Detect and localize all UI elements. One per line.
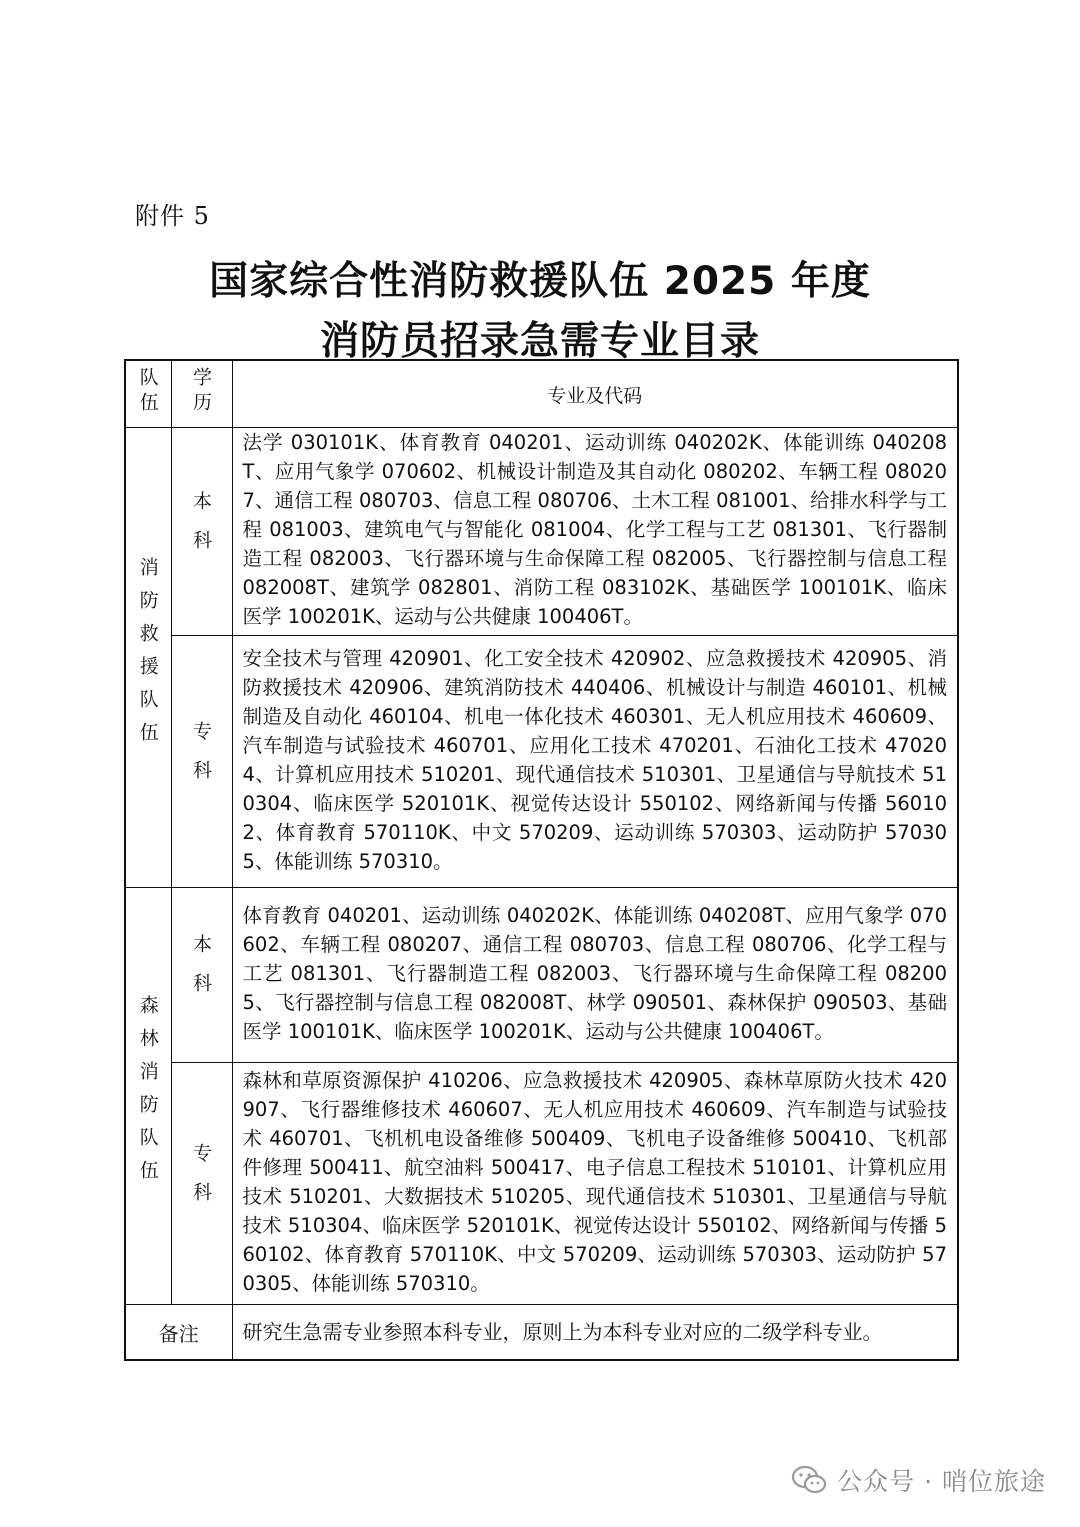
major-catalog-table <box>124 359 959 1361</box>
education-cell: 专科 <box>171 636 232 888</box>
team-cell-fire-rescue: 消防救援队伍 <box>125 428 171 888</box>
table-header-row <box>125 360 958 428</box>
page-title-line2: 消防员招录急需专业目录 <box>319 319 760 364</box>
watermark-text: 公众号 · 哨位旅途 <box>837 1467 1046 1496</box>
page-title-line1: 国家综合性消防救援队伍 2025 年度 <box>209 259 871 304</box>
header-majors: 专业及代码 <box>232 360 958 428</box>
majors-cell: 体育教育 040201、运动训练 040202K、体能训练 040208T、应用气象学 070602、车辆工程 080207、通信工程 080703、信息工程 080706、化学工程与工艺 081301、飞行器制造工程 082003、飞行器环境与生命保障工程 082005、飞行器控制与信息工程 082008T、林学 090501、森林保护 090503、基础医学 100101K、临床医学 100201K、运动与公共健康 100406T。 <box>232 888 958 1063</box>
team-cell-forest-fire: 森林消防队伍 <box>125 888 171 1305</box>
remark-label: 备注 <box>125 1305 232 1361</box>
watermark <box>791 1462 1046 1498</box>
remark-text: 研究生急需专业参照本科专业，原则上为本科专业对应的二级学科专业。 <box>232 1305 958 1361</box>
table-row <box>125 1063 958 1305</box>
wechat-icon <box>791 1465 827 1495</box>
table-row <box>125 636 958 888</box>
table-row <box>125 428 958 636</box>
majors-cell: 森林和草原资源保护 410206、应急救援技术 420905、森林草原防火技术 420907、飞行器维修技术 460607、无人机应用技术 460609、汽车制造与试验技术 460701、飞机机电设备维修 500409、飞机电子设备维修 500410、飞机部件修理 500411、航空油料 500417、电子信息工程技术 510101、计算机应用技术 510201、大数据技术 510205、现代通信技术 510301、卫星通信与导航技术 510304、临床医学 520101K、视觉传达设计 550102、网络新闻与传播 560102、体育教育 570110K、中文 570209、运动训练 570303、运动防护 570305、体能训练 570310。 <box>232 1063 958 1305</box>
majors-cell: 安全技术与管理 420901、化工安全技术 420902、应急救援技术 420905、消防救援技术 420906、建筑消防技术 440406、机械设计与制造 460101、机械制造及自动化 460104、机电一体化技术 460301、无人机应用技术 460609、汽车制造与试验技术 460701、应用化工技术 470201、石油化工技术 470204、计算机应用技术 510201、现代通信技术 510301、卫星通信与导航技术 510304、临床医学 520101K、视觉传达设计 550102、网络新闻与传播 560102、体育教育 570110K、中文 570209、运动训练 570303、运动防护 570305、体能训练 570310。 <box>232 636 958 888</box>
education-cell: 本科 <box>171 888 232 1063</box>
table-row <box>125 888 958 1063</box>
education-cell: 专科 <box>171 1063 232 1305</box>
header-team: 队伍 <box>125 360 171 428</box>
header-education: 学历 <box>171 360 232 428</box>
majors-cell: 法学 030101K、体育教育 040201、运动训练 040202K、体能训练 040208T、应用气象学 070602、机械设计制造及其自动化 080202、车辆工程 080207、通信工程 080703、信息工程 080706、土木工程 081001、给排水科学与工程 081003、建筑电气与智能化 081004、化学工程与工艺 081301、飞行器制造工程 082003、飞行器环境与生命保障工程 082005、飞行器控制与信息工程 082008T、建筑学 082801、消防工程 083102K、基础医学 100101K、临床医学 100201K、运动与公共健康 100406T。 <box>232 428 958 636</box>
remark-row <box>125 1305 958 1361</box>
attachment-label: 附件 5 <box>135 202 210 230</box>
education-cell: 本科 <box>171 428 232 636</box>
